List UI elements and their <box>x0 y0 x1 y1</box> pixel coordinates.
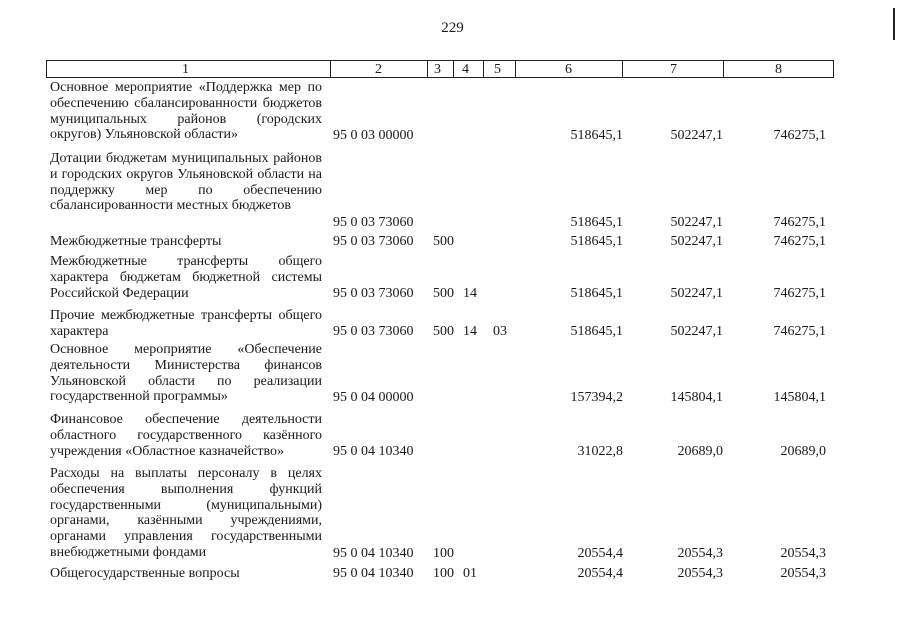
row-code: 95 0 04 00000 <box>333 390 414 405</box>
row-description: Прочие межбюджетные трансферты общего характера <box>50 308 322 339</box>
row-value-8: 746275,1 <box>773 286 826 301</box>
row-code: 95 0 04 10340 <box>333 566 414 581</box>
header-col-4: 4 <box>462 62 469 77</box>
row-col-3: 100 <box>433 566 454 581</box>
row-col-3: 500 <box>433 234 454 249</box>
row-value-6: 518645,1 <box>570 324 623 339</box>
row-value-7: 145804,1 <box>670 390 723 405</box>
table-row <box>0 342 905 406</box>
header-divider <box>427 61 428 77</box>
row-value-8: 746275,1 <box>773 234 826 249</box>
row-value-8: 20554,3 <box>780 566 826 581</box>
row-value-7: 20554,3 <box>677 546 723 561</box>
table-row <box>0 254 905 302</box>
row-code: 95 0 04 10340 <box>333 546 414 561</box>
row-description: Финансовое обеспечение деятельности областного государственного казённого учреждения «Областное казначейство» <box>50 412 322 459</box>
row-value-8: 20689,0 <box>780 444 826 459</box>
row-value-7: 502247,1 <box>670 234 723 249</box>
row-value-7: 502247,1 <box>670 215 723 230</box>
row-code: 95 0 03 73060 <box>333 215 414 230</box>
table-row <box>0 566 905 582</box>
header-col-1: 1 <box>182 62 189 77</box>
row-value-7: 20689,0 <box>677 444 723 459</box>
row-value-8: 20554,3 <box>780 546 826 561</box>
header-divider <box>483 61 484 77</box>
table-row <box>0 234 905 250</box>
row-value-8: 746275,1 <box>773 128 826 143</box>
row-value-6: 518645,1 <box>570 128 623 143</box>
header-col-5: 5 <box>494 62 501 77</box>
table-row <box>0 151 905 231</box>
header-col-7: 7 <box>670 62 677 77</box>
row-value-6: 518645,1 <box>570 215 623 230</box>
row-col-4: 14 <box>463 324 477 339</box>
row-value-6: 518645,1 <box>570 234 623 249</box>
header-col-2: 2 <box>375 62 382 77</box>
row-col-4: 01 <box>463 566 477 581</box>
row-description: Межбюджетные трансферты общего характера бюджетам бюджетной системы Российской Федерации <box>50 254 322 301</box>
table-row <box>0 412 905 460</box>
row-code: 95 0 03 73060 <box>333 324 414 339</box>
header-divider <box>515 61 516 77</box>
row-value-8: 746275,1 <box>773 215 826 230</box>
row-code: 95 0 04 10340 <box>333 444 414 459</box>
row-description: Общегосударственные вопросы <box>50 566 240 581</box>
row-description: Расходы на выплаты персоналу в целях обеспечения выполнения функций государственными (муниципальными) органами, казёнными учреждениями, органами управления государственными внебюджетными фондами <box>50 466 322 560</box>
table-row <box>0 80 905 144</box>
header-col-6: 6 <box>565 62 572 77</box>
header-col-3: 3 <box>434 62 441 77</box>
row-col-4: 14 <box>463 286 477 301</box>
row-value-6: 157394,2 <box>570 390 623 405</box>
header-col-8: 8 <box>775 62 782 77</box>
row-value-8: 746275,1 <box>773 324 826 339</box>
row-value-6: 31022,8 <box>577 444 623 459</box>
row-col-3: 500 <box>433 286 454 301</box>
row-value-7: 502247,1 <box>670 324 723 339</box>
row-value-8: 145804,1 <box>773 390 826 405</box>
row-description: Основное мероприятие «Поддержка мер по обеспечению сбалансированности бюджетов муниципальных районов (городских округов) Ульяновской области» <box>50 80 322 143</box>
header-divider <box>723 61 724 77</box>
scan-edge-mark <box>893 8 895 40</box>
table-header <box>46 60 834 78</box>
header-divider <box>453 61 454 77</box>
row-description: Основное мероприятие «Обеспечение деятельности Министерства финансов Ульяновской области по реализации государственной программы» <box>50 342 322 405</box>
row-code: 95 0 03 73060 <box>333 286 414 301</box>
row-code: 95 0 03 00000 <box>333 128 414 143</box>
table-row <box>0 466 905 562</box>
row-description: Межбюджетные трансферты <box>50 234 222 249</box>
row-col-3: 100 <box>433 546 454 561</box>
header-divider <box>622 61 623 77</box>
header-divider <box>330 61 331 77</box>
row-value-6: 20554,4 <box>577 566 623 581</box>
row-col-3: 500 <box>433 324 454 339</box>
row-description: Дотации бюджетам муниципальных районов и городских округов Ульяновской области на поддержку мер по обеспечению сбалансированности местных бюджетов <box>50 151 322 214</box>
table-row <box>0 308 905 340</box>
page-number: 229 <box>441 20 464 36</box>
row-value-7: 502247,1 <box>670 286 723 301</box>
row-value-7: 502247,1 <box>670 128 723 143</box>
row-value-7: 20554,3 <box>677 566 723 581</box>
row-value-6: 518645,1 <box>570 286 623 301</box>
row-code: 95 0 03 73060 <box>333 234 414 249</box>
row-value-6: 20554,4 <box>577 546 623 561</box>
row-col-5: 03 <box>493 324 507 339</box>
